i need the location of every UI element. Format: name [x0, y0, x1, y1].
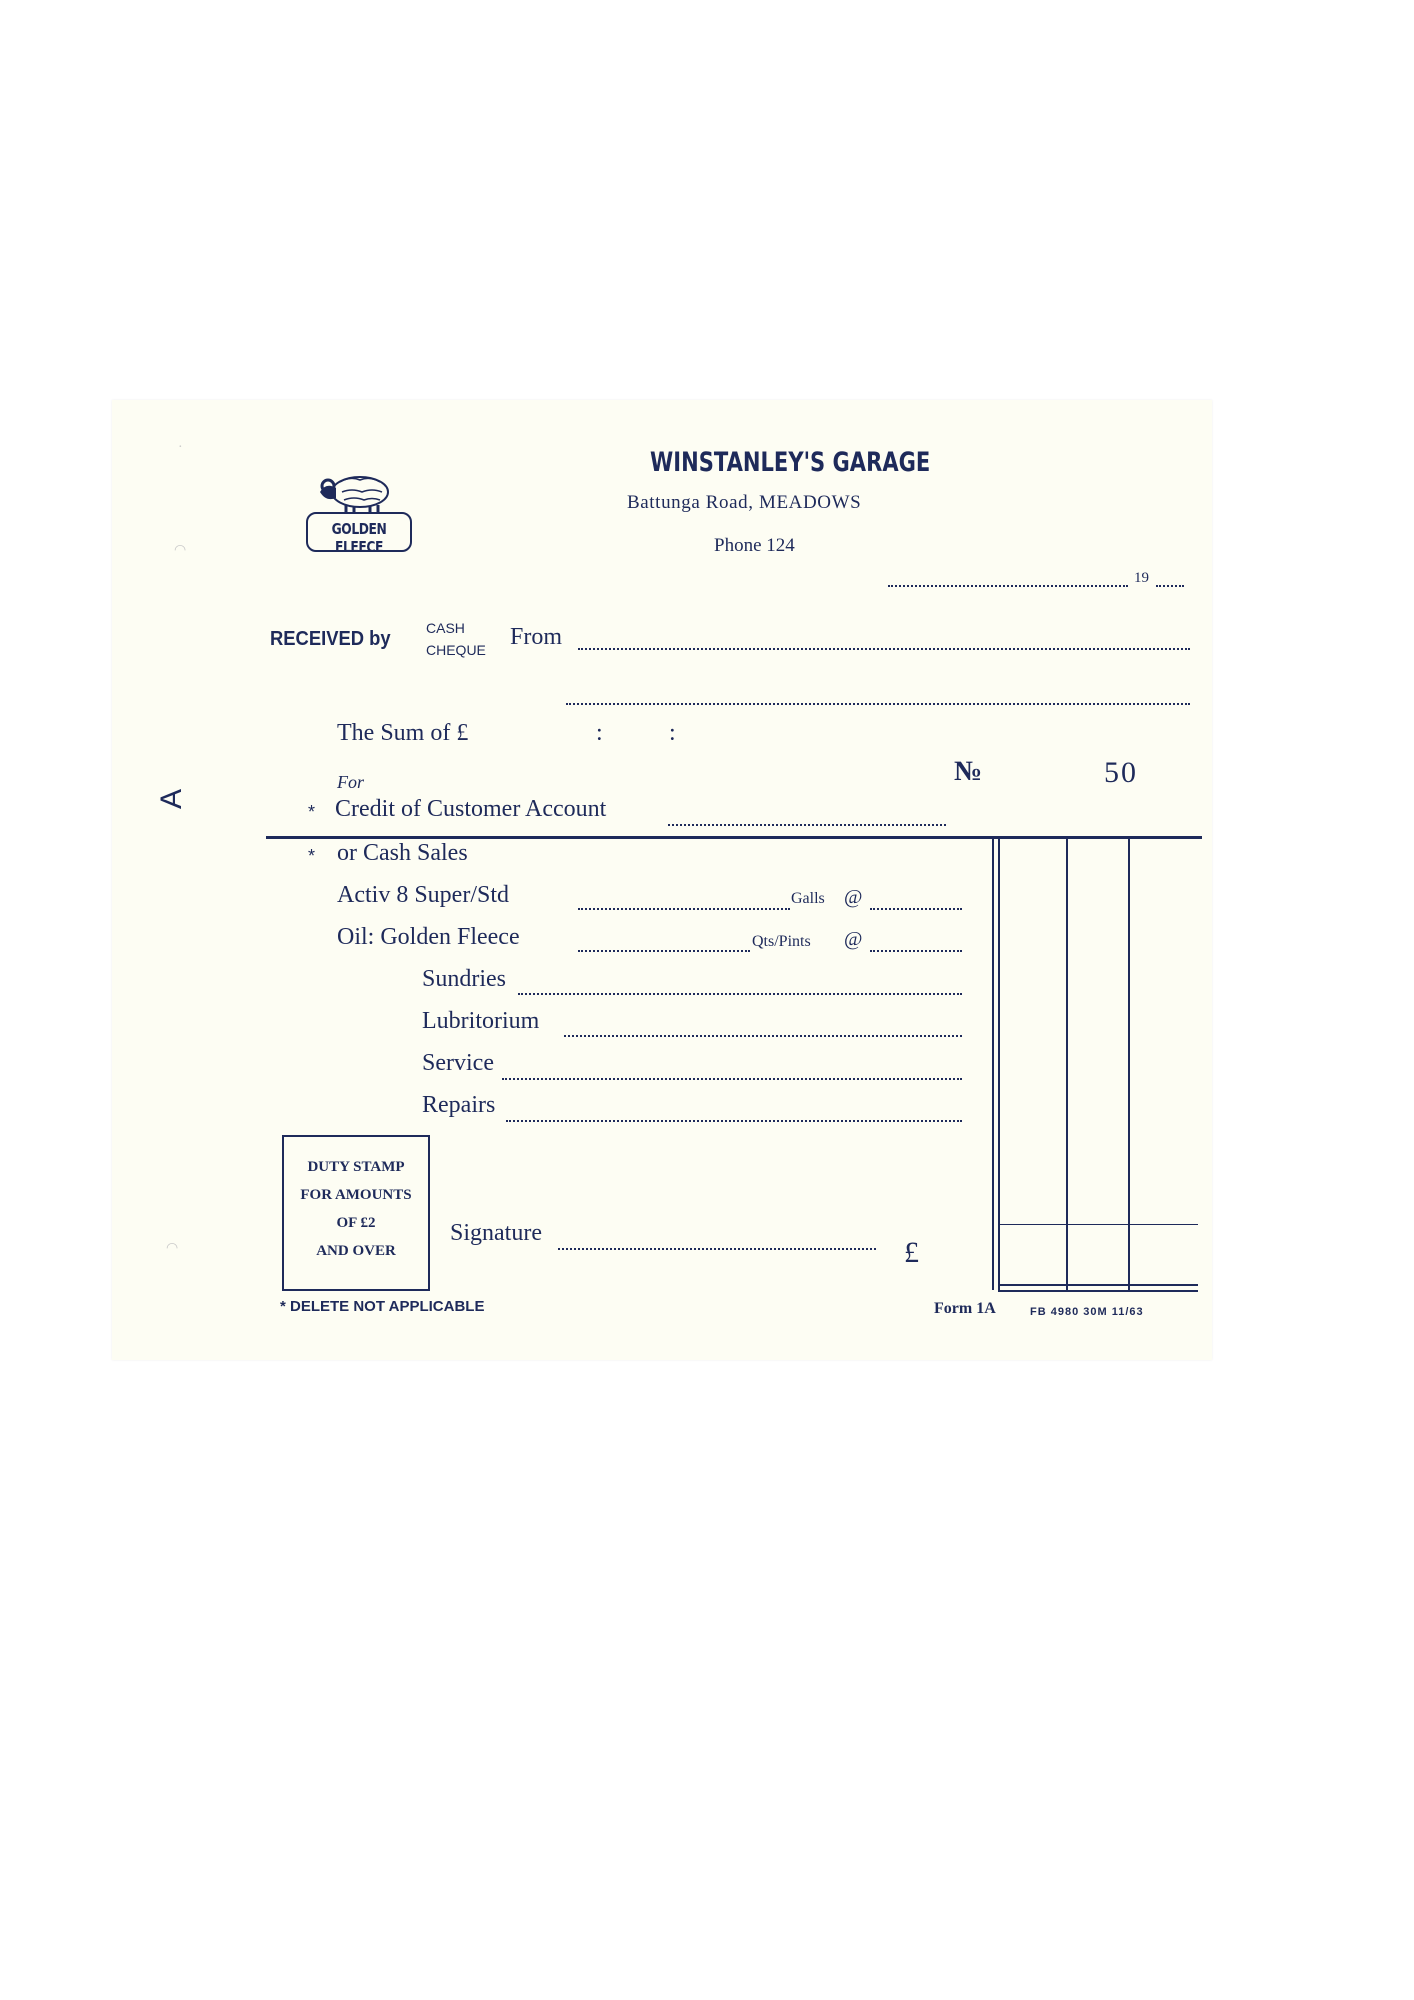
asterisk: * — [308, 802, 316, 822]
business-phone: Phone 124 — [714, 535, 795, 556]
lubritorium-dotted-line — [564, 1035, 962, 1037]
at-symbol: @ — [844, 928, 863, 950]
receipt-number: 50 — [1104, 756, 1138, 789]
signature-dotted-line-2 — [862, 1248, 876, 1250]
sum-separator-2: : — [669, 720, 676, 746]
sundries-label: Sundries — [422, 966, 506, 992]
logo-text: GOLDEN FLEECE — [331, 520, 387, 556]
activ8-dotted-line — [578, 908, 790, 910]
service-label: Service — [422, 1050, 494, 1076]
asterisk: * — [308, 846, 316, 866]
side-letter: A — [155, 788, 189, 810]
credit-label: Credit of Customer Account — [335, 796, 607, 822]
margin-mark: ◠ — [174, 543, 187, 558]
received-by-label: RECEIVED by — [270, 628, 391, 650]
signature-label: Signature — [450, 1220, 542, 1246]
business-address: Battunga Road, MEADOWS — [627, 492, 862, 513]
golden-fleece-logo — [306, 470, 412, 554]
subtotal-line — [1000, 1224, 1198, 1225]
sum-label: The Sum of £ — [337, 720, 469, 746]
business-name: WINSTANLEY'S GARAGE — [650, 447, 931, 478]
sum-separator-1: : — [596, 720, 603, 746]
pound-symbol: £ — [904, 1236, 919, 1269]
at-symbol: @ — [844, 886, 863, 908]
form-label: Form 1A — [934, 1300, 996, 1317]
qts-price-dotted-line — [870, 950, 962, 952]
galls-label: Galls — [791, 890, 825, 907]
activ8-label: Activ 8 Super/Std — [337, 882, 509, 908]
from-dotted-line-2 — [566, 703, 1190, 705]
from-label: From — [510, 624, 563, 650]
receipt-form — [112, 400, 1212, 1360]
cash-label: CASH — [426, 620, 465, 636]
duty-stamp-box — [282, 1135, 430, 1291]
column-line — [1128, 838, 1130, 1290]
cash-sales-label: or Cash Sales — [337, 840, 468, 866]
stamp-line-3: OF £2 — [336, 1215, 376, 1231]
lubritorium-label: Lubritorium — [422, 1008, 540, 1034]
date-dotted-line — [888, 585, 1128, 587]
stamp-line-4: AND OVER — [316, 1243, 396, 1259]
galls-price-dotted-line — [870, 908, 962, 910]
signature-dotted-line — [558, 1248, 860, 1250]
credit-dotted-line — [668, 824, 946, 826]
column-line — [1066, 838, 1068, 1290]
number-symbol: № — [954, 756, 983, 787]
repairs-dotted-line — [506, 1120, 962, 1122]
sundries-dotted-line — [518, 993, 962, 995]
qts-label: Qts/Pints — [752, 933, 811, 950]
oil-label: Oil: Golden Fleece — [337, 924, 520, 950]
margin-mark: · — [178, 440, 183, 455]
column-line — [998, 838, 1000, 1290]
service-dotted-line — [502, 1078, 962, 1080]
column-line — [992, 838, 994, 1290]
total-line-2 — [998, 1290, 1198, 1292]
date-year-prefix: 19 — [1134, 570, 1149, 586]
print-code: FB 4980 30M 11/63 — [1030, 1306, 1144, 1318]
section-divider — [266, 836, 1202, 839]
date-year-dots — [1156, 585, 1184, 587]
from-dotted-line — [578, 648, 1190, 650]
margin-mark: ◠ — [166, 1241, 179, 1256]
for-label: For — [337, 772, 364, 792]
cheque-label: CHEQUE — [426, 642, 486, 658]
delete-note: * DELETE NOT APPLICABLE — [280, 1298, 485, 1315]
stamp-line-1: DUTY STAMP — [307, 1159, 405, 1175]
repairs-label: Repairs — [422, 1092, 496, 1118]
oil-dotted-line — [578, 950, 750, 952]
stamp-line-2: FOR AMOUNTS — [300, 1187, 412, 1203]
total-line — [998, 1284, 1198, 1286]
